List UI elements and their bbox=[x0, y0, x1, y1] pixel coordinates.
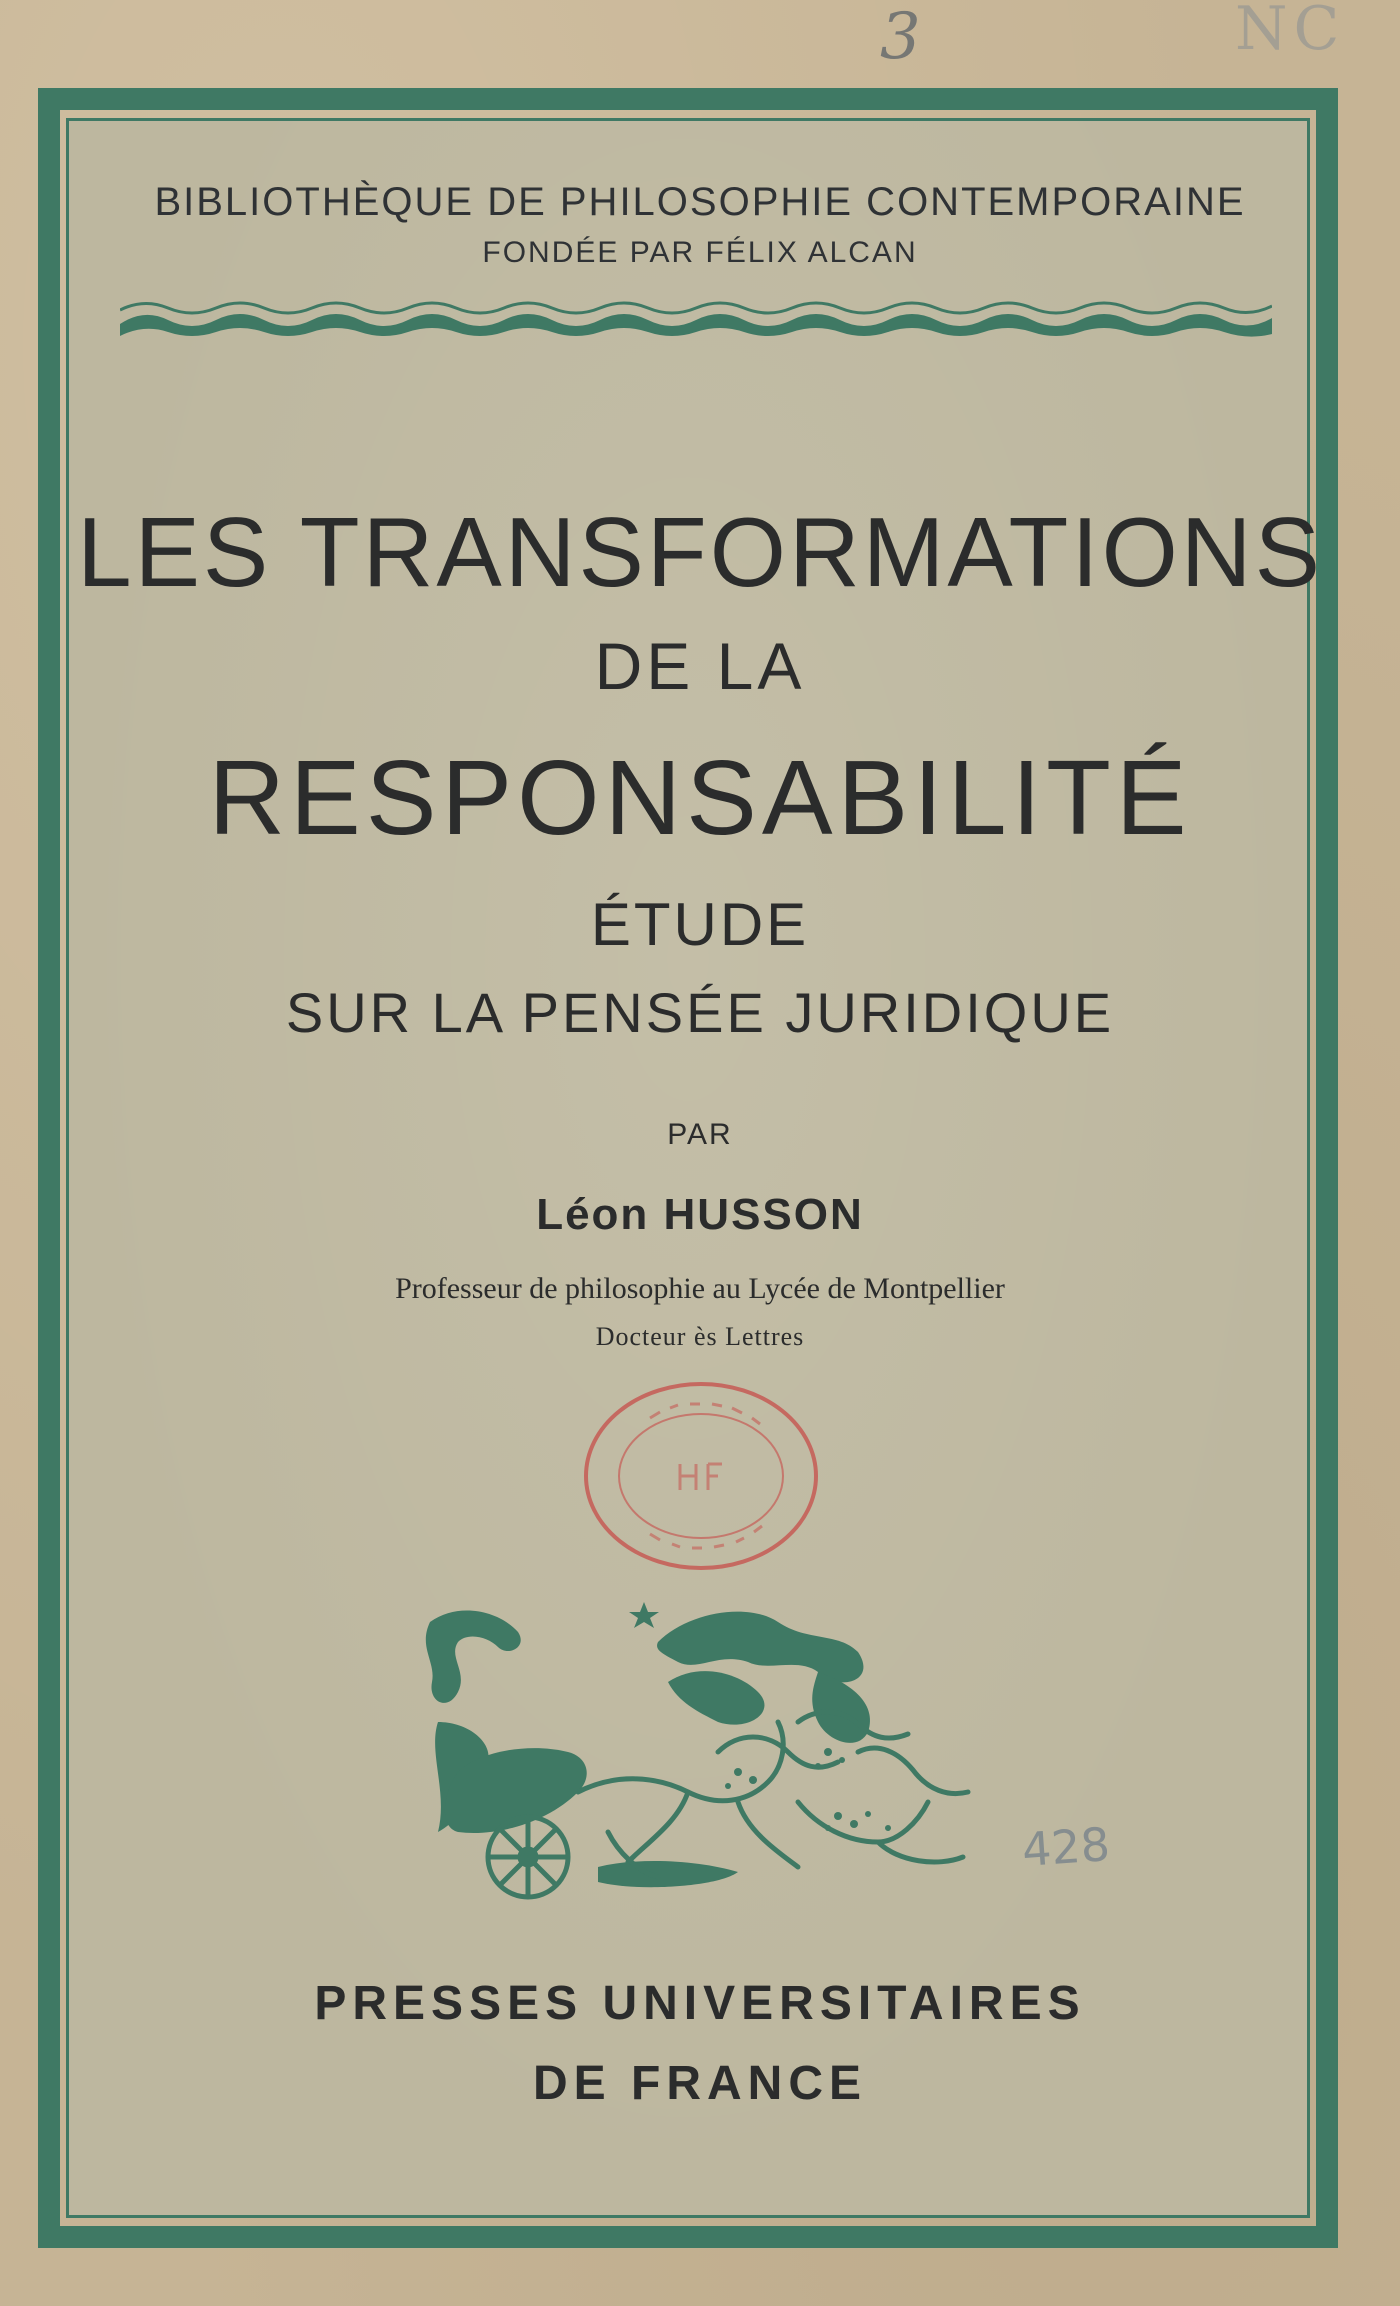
book-subtitle-line-2: SUR LA PENSÉE JURIDIQUE bbox=[285, 981, 1115, 1044]
author-degree: Docteur ès Lettres bbox=[595, 1322, 805, 1351]
publisher-line-2: DE FRANCE bbox=[532, 2057, 867, 2110]
handwritten-mark-corner: NC bbox=[1235, 0, 1346, 64]
series-title: BIBLIOTHÈQUE DE PHILOSOPHIE CONTEMPORAINE bbox=[154, 180, 1246, 224]
handwritten-mark-top: 3 bbox=[880, 0, 921, 74]
chariot-emblem bbox=[418, 1602, 978, 1932]
book-title-line-3: RESPONSABILITÉ bbox=[208, 739, 1192, 857]
wave-ornament bbox=[120, 294, 1272, 344]
library-stamp bbox=[580, 1378, 822, 1574]
book-title-line-2: DE LA bbox=[594, 629, 806, 703]
author-name: Léon HUSSON bbox=[536, 1190, 864, 1239]
book-subtitle-line-1: ÉTUDE bbox=[590, 891, 810, 958]
handwritten-number: 428 bbox=[1020, 1817, 1112, 1877]
author-role: Professeur de philosophie au Lycée de Montpellier bbox=[395, 1272, 1005, 1305]
publisher-line-1: PRESSES UNIVERSITAIRES bbox=[314, 1977, 1086, 2030]
author-by: PAR bbox=[667, 1118, 733, 1151]
series-subtitle: FONDÉE PAR FÉLIX ALCAN bbox=[482, 236, 918, 269]
book-title-line-1: LES TRANSFORMATIONS bbox=[77, 497, 1323, 607]
